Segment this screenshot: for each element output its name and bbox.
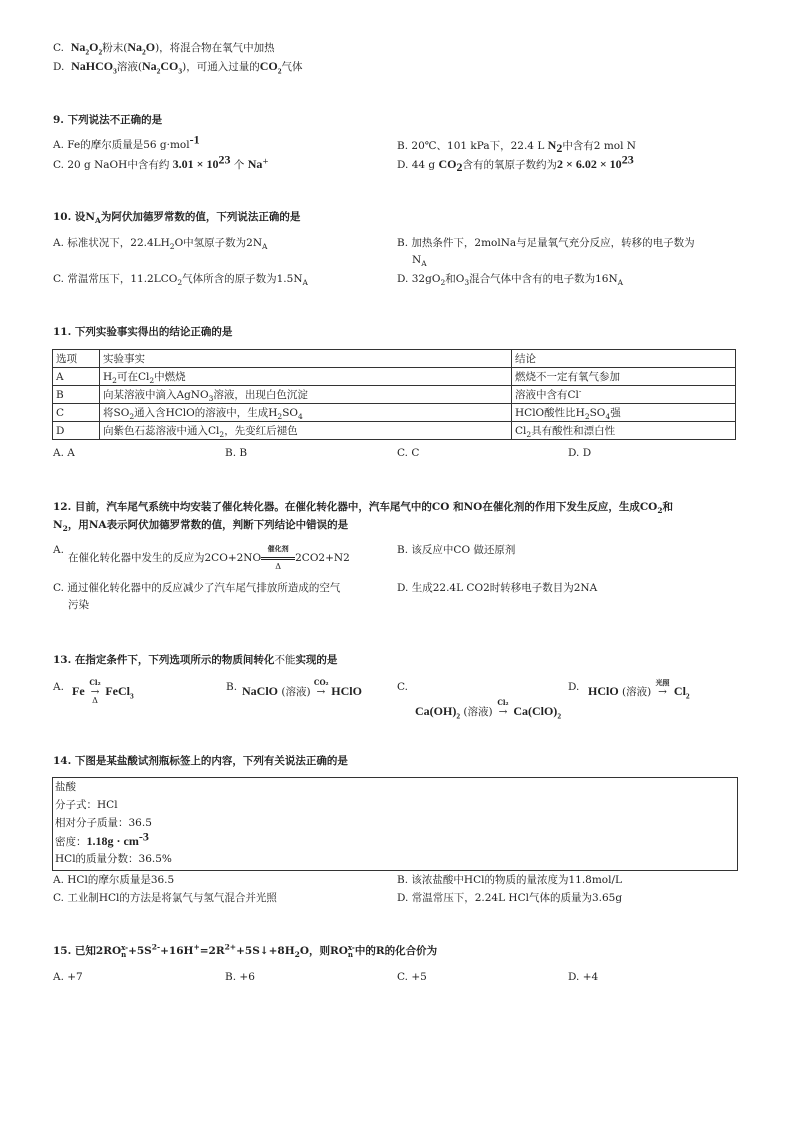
label-line: 盐酸 [55, 781, 76, 793]
table-cell: $Cl_2$具有酸性和漂白性 [512, 422, 736, 440]
q15-option-c: C. +5 [397, 971, 427, 983]
label-mass-fraction: HCl的质量分数：36.5% [55, 853, 172, 865]
table-cell: D [53, 422, 100, 440]
q13-stem: 13. 在指定条件下，下列选项所示的物质间转化不能实现的是 [53, 654, 338, 666]
table-cell: HClO酸性比$H_2SO_4$强 [512, 404, 736, 422]
q10-option-b-cont: $N_A$ [412, 254, 427, 269]
q13-option-b-label: B. [226, 681, 238, 693]
reaction-arrow: 催化剂 Δ [261, 551, 295, 565]
table-cell: 溶液中含有Cl- [512, 386, 736, 404]
table-cell: 向某溶液中滴入AgNO$_3$溶液，出现白色沉淀 [100, 386, 512, 404]
q10-option-c: C. 常温常压下，$11.2LCO_2$气体所含的原子数为$1.5N_A$ [53, 273, 308, 288]
table-cell: B [53, 386, 100, 404]
label-density: 密度：$1.18g \cdot cm^{-3}$ [55, 829, 149, 848]
q15-option-a: A. +7 [53, 971, 83, 983]
q11-option-d: D. D [568, 447, 592, 459]
q11-stem: 11. 下列实验事实得出的结论正确的是 [53, 326, 233, 338]
top-option-c: C. $Na_2O_2$粉末$(Na_2O)$，将混合物在氧气中加热 [53, 40, 275, 57]
q9-option-a: A. Fe的摩尔质量是56 g·mol$^{-1}$ [53, 132, 200, 151]
q13-option-b: NaClO (溶液) CO₂ → HClO [242, 678, 362, 698]
table-header: 结论 [512, 350, 736, 368]
reagent-label-box [52, 777, 738, 871]
q14-option-a: A. HCl的摩尔质量是36.5 [53, 874, 175, 886]
q9-stem: 9. 下列说法不正确的是 [53, 114, 163, 126]
table-cell: 向紫色石蕊溶液中通入$Cl_2$，先变红后褪色 [100, 422, 512, 440]
q9-option-b: B. 20℃、101 kPa下，22.4 L $N_2$中含有2 mol N [397, 138, 636, 156]
q14-option-d: D. 常温常压下，2.24L HCl气体的质量为3.65g [397, 892, 623, 904]
q13-option-a: Fe Cl₂ → Δ FeCl$_3$ [72, 678, 134, 705]
q11-option-a: A. A [53, 447, 75, 459]
q15-option-b: B. +6 [225, 971, 255, 983]
table-header: 选项 [53, 350, 100, 368]
table-row [53, 386, 736, 404]
table-header-row [53, 350, 736, 368]
q15-stem: 15. 已知2RO x- n $+5S^{2-}+16H^+=2R^{2+}+5S↓+8H_2O$，则RO x- n 中的R的化合价为 [53, 942, 438, 960]
q14-stem: 14. 下图是某盐酸试剂瓶标签上的内容，下列有关说法正确的是 [53, 755, 348, 767]
q12-stem-line1: 12. 目前，汽车尾气系统中均安装了催化转化器。在催化转化器中，汽车尾气中的CO 和NO在催化剂的作用下发生反应，生成$CO_2$和 [53, 501, 674, 516]
q12-option-b: B. 该反应中CO 做还原剂 [397, 544, 516, 556]
q13-option-c: $Ca(OH)_2$ (溶液) Cl₂ → $Ca(ClO)_2$ [415, 698, 562, 721]
q12-stem-line2: $N_2$，用NA表示阿伏加德罗常数的值，判断下列结论中错误的是 [53, 519, 349, 534]
label-line: 分子式：HCl [55, 799, 118, 811]
table-row [53, 368, 736, 386]
q12-option-c-cont: 污染 [68, 599, 89, 611]
q14-option-c: C. 工业制HCl的方法是将氯气与氢气混合并光照 [53, 892, 277, 904]
q15-option-d: D. +4 [568, 971, 599, 983]
q11-option-b: B. B [225, 447, 248, 459]
table-cell: C [53, 404, 100, 422]
q10-option-d: D. $32gO_2$和$O_3$混合气体中含有的电子数为$16N_A$ [397, 273, 624, 288]
q10-option-b: B. 加热条件下，2molNa与足量氧气充分反应，转移的电子数为 [397, 237, 695, 249]
table-cell: 将$SO_2$通入含HClO的溶液中，生成$H_2SO_4$ [100, 404, 512, 422]
reaction-arrow: Cl₂ → [497, 698, 509, 718]
q10-stem: 10. 设$N_A$为阿伏加德罗常数的值，下列说法正确的是 [53, 211, 301, 226]
label-line: 相对分子质量：36.5 [55, 817, 152, 829]
q13-option-d-label: D. [568, 681, 580, 693]
reaction-arrow: Cl₂ → Δ [89, 678, 101, 705]
table-cell: A [53, 368, 100, 386]
table-cell: 燃烧不一定有氧气参加 [512, 368, 736, 386]
q12-option-a-label: A. [53, 544, 64, 556]
q12-option-c: C. 通过催化转化器中的反应减少了汽车尾气排放所造成的空气 [53, 582, 341, 594]
q13-option-d: HClO (溶液) 光照 → $Cl_2$ [588, 678, 690, 701]
reaction-arrow: CO₂ → [313, 678, 329, 698]
table-row [53, 422, 736, 440]
table-header: 实验事实 [100, 350, 512, 368]
q13-option-c-label: C. [397, 681, 408, 693]
q12-option-a: 在催化转化器中发生的反应为2CO+2NO 催化剂 Δ 2CO2+N2 [68, 544, 350, 571]
table-row [53, 404, 736, 422]
q9-option-c: C. 20 g NaOH中含有约 $3.01 \times 10^{23}$ 个 Na+ [53, 152, 269, 171]
q9-option-d: D. 44 g $CO_2$含有的氧原子数约为$2 \times 6.02 \times 10^{23}$ [397, 152, 634, 175]
top-option-d: D. NaHCO$_3$溶液$(Na_2CO_3)$，可通入过量的$CO_2$气体 [53, 59, 303, 76]
q12-option-d: D. 生成22.4L CO2时转移电子数目为2NA [397, 582, 598, 594]
reaction-arrow: 光照 → [655, 678, 670, 698]
q10-option-a: A. 标准状况下，$22.4LH_2O$中氢原子数为$2N_A$ [53, 237, 268, 252]
q13-option-a-label: A. [53, 681, 64, 693]
q14-option-b: B. 该浓盐酸中HCl的物质的量浓度为11.8mol/L [397, 874, 622, 886]
table-cell: $H_2$可在$Cl_2$中燃烧 [100, 368, 512, 386]
q11-option-c: C. C [397, 447, 420, 459]
q11-table [52, 349, 736, 440]
